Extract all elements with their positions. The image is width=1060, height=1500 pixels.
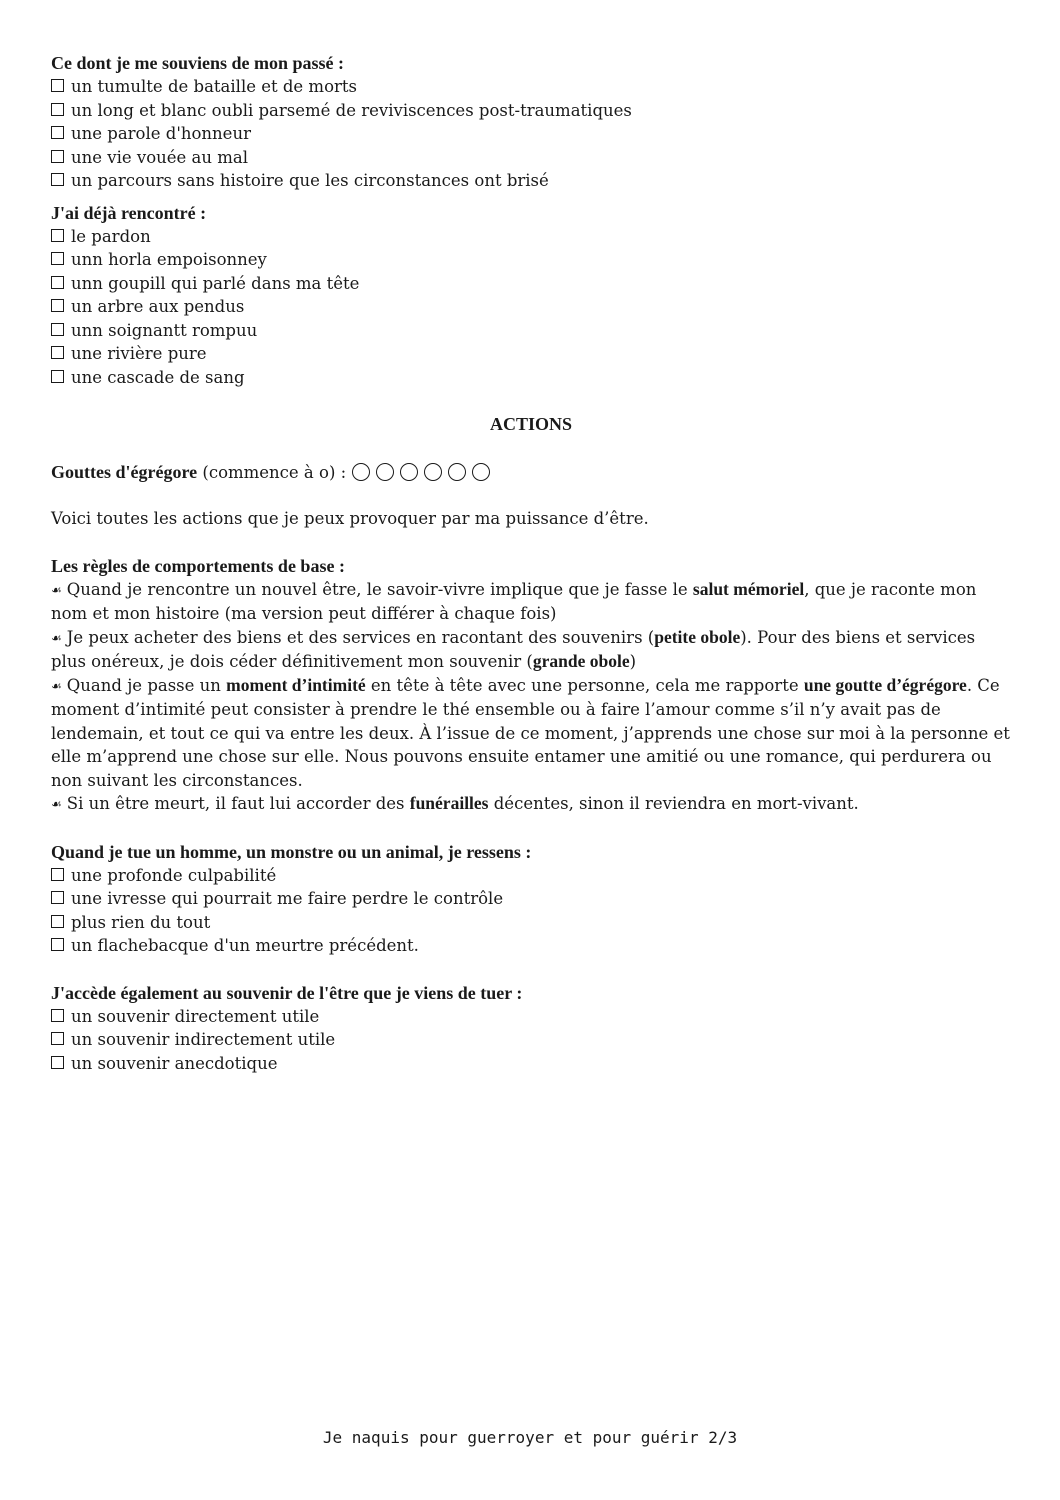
checkbox[interactable] [51,938,64,951]
rule-item: ☙ Si un être meurt, il faut lui accorder des funérailles décentes, sinon il reviendra en mort-vivant. [51,792,1011,817]
checkbox[interactable] [51,868,64,881]
met-item[interactable]: unn soignantt rompuu [51,319,1011,343]
checkbox[interactable] [51,323,64,336]
page-footer: Je naquis pour guerroyer et pour guérir 2/3 [322,1428,738,1447]
fleuron-icon: ☙ [51,582,62,597]
gouttes-circle[interactable] [472,463,490,481]
gouttes-circle[interactable] [424,463,442,481]
fleuron-icon: ☙ [51,797,62,811]
fleuron-icon: ☙ [51,678,62,693]
rules-title: Les règles de comportements de base : [51,555,345,576]
checkbox[interactable] [51,79,64,92]
met-item[interactable]: le pardon [51,225,1011,249]
past-item[interactable]: une parole d'honneur [51,122,1011,146]
checkbox[interactable] [51,299,64,312]
checkbox[interactable] [51,915,64,928]
kill-item[interactable]: une ivresse qui pourrait me faire perdre le contrôle [51,887,1011,911]
memory-item[interactable]: un souvenir indirectement utile [51,1028,1011,1052]
rule-item: ☙ Quand je passe un moment d’intimité en tête à tête avec une personne, cela me rapporte une goutte d’égrégore. Ce moment d’intimité peut consister à prendre le thé ensemble ou à faire l’amour comme s’il n’y avait pas de lendemain, et tout ce qui va entre les deux. À l’issue de ce moment, j’apprends une chose sur moi à la personne et elle m’apprend une chose sur elle. Nous pouvons ensuite entamer une amitié ou une romance, qui perdurera ou non suivant les circonstances. [51,674,1010,790]
checkbox[interactable] [51,126,64,139]
checkbox[interactable] [51,370,64,383]
checkbox[interactable] [51,252,64,265]
met-item[interactable]: une rivière pure [51,342,1011,366]
past-item[interactable]: un long et blanc oubli parsemé de reviviscences post-traumatiques [51,99,1011,123]
met-list [51,225,1011,390]
rule-item: ☙ Je peux acheter des biens et des services en racontant des souvenirs (petite obole). Pour des biens et services plus onéreux, je dois céder définitivement mon souvenir (grande obole) [51,626,976,671]
checkbox[interactable] [51,229,64,242]
checkbox[interactable] [51,1009,64,1022]
past-title: Ce dont je me souviens de mon passé : [51,53,345,73]
kill-item[interactable]: un flachebacque d'un meurtre précédent. [51,934,1011,958]
checkbox[interactable] [51,173,64,186]
met-item[interactable]: unn goupill qui parlé dans ma tête [51,272,1011,296]
checkbox[interactable] [51,1056,64,1069]
gouttes-note: (commence à o) : [197,463,347,482]
checkbox[interactable] [51,1032,64,1045]
gouttes-circle[interactable] [400,463,418,481]
checkbox[interactable] [51,150,64,163]
met-item[interactable]: un arbre aux pendus [51,295,1011,319]
gouttes-line [51,458,1011,487]
past-item[interactable]: un parcours sans histoire que les circonstances ont brisé [51,169,1011,193]
fleuron-icon: ☙ [51,630,62,645]
kill-item[interactable]: une profonde culpabilité [51,864,1011,888]
kill-list [51,864,1011,958]
memory-item[interactable]: un souvenir directement utile [51,1005,1011,1029]
gouttes-tracker [346,463,490,482]
gouttes-label: Gouttes d'égrégore [51,462,198,482]
page-content [51,52,1011,1075]
checkbox[interactable] [51,103,64,116]
past-item[interactable]: une vie vouée au mal [51,146,1011,170]
met-item[interactable]: une cascade de sang [51,366,1011,390]
met-item[interactable]: unn horla empoisonney [51,248,1011,272]
rule-item: ☙ Quand je rencontre un nouvel être, le savoir-vivre implique que je fasse le salut mémoriel, que je raconte mon nom et mon histoire (ma version peut différer à chaque fois) [51,578,977,623]
kill-title: Quand je tue un homme, un monstre ou un animal, je ressens : [51,841,532,862]
past-item[interactable]: un tumulte de bataille et de morts [51,75,1011,99]
actions-title: ACTIONS [489,414,573,434]
past-list [51,75,1011,193]
memory-item[interactable]: un souvenir anecdotique [51,1052,1011,1076]
gouttes-circle[interactable] [376,463,394,481]
checkbox[interactable] [51,346,64,359]
checkbox[interactable] [51,276,64,289]
kill-item[interactable]: plus rien du tout [51,911,1011,935]
checkbox[interactable] [51,891,64,904]
gouttes-circle[interactable] [352,463,370,481]
memory-title: J'accède également au souvenir de l'être que je viens de tuer : [51,982,523,1003]
actions-intro: Voici toutes les actions que je peux provoquer par ma puissance d’être. [51,509,649,528]
memory-list [51,1005,1011,1076]
gouttes-circle[interactable] [448,463,466,481]
met-title: J'ai déjà rencontré : [51,202,207,223]
